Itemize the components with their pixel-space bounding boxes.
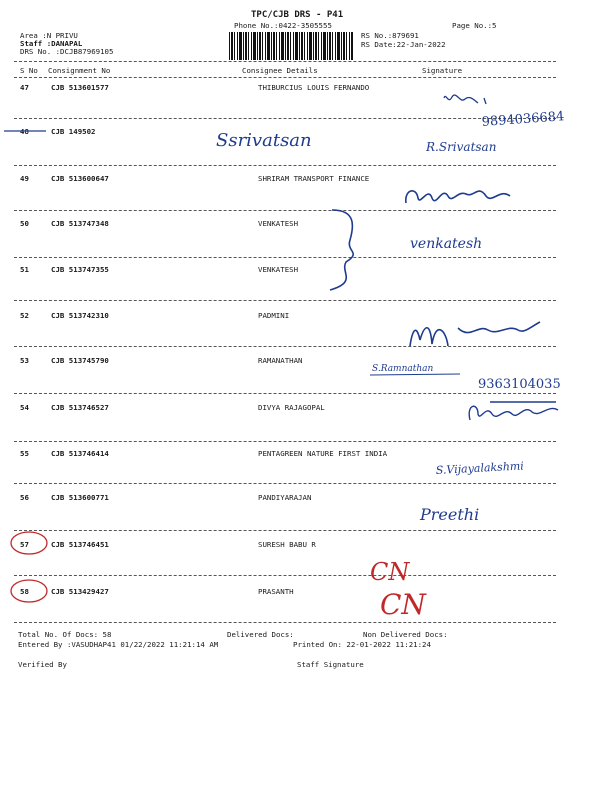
rs-date: RS Date:22-Jan-2022 [361, 40, 446, 49]
row-consignee: PADMINI [258, 311, 290, 320]
handwritten-name-6: Preethi [420, 505, 480, 524]
handwritten-phone-2: 9363104035 [478, 377, 561, 392]
row-consignment: CJB 513747348 [51, 219, 109, 228]
row-sno: 58 [20, 587, 29, 596]
signature-scribble-54 [469, 402, 558, 420]
signature-scribble-49 [406, 191, 510, 203]
handwritten-name-3: venkatesh [410, 236, 483, 252]
col-consignee: Consignee Details [242, 66, 318, 75]
col-consignment: Consignment No [48, 66, 111, 75]
row-consignment: CJB 513746451 [51, 540, 109, 549]
area-label: Area :N PRIVU [20, 31, 78, 40]
page-number: Page No.:5 [452, 21, 497, 30]
handwritten-phone-1: 9894036684 [481, 109, 565, 130]
row-sno: 53 [20, 356, 29, 365]
handwritten-name-5: S.Vijayalakshmi [435, 459, 525, 477]
delivered-docs: Delivered Docs: [227, 630, 294, 639]
row-consignee: PRASANTH [258, 587, 294, 596]
bracket [330, 210, 353, 290]
row-sno: 57 [20, 540, 29, 549]
row-consignment: CJB 513429427 [51, 587, 109, 596]
document-title: TPC/CJB DRS - P41 [251, 10, 344, 20]
entered-by: Entered By :VASUDHAP41 01/22/2022 11:21:14 AM [18, 640, 219, 649]
row-consignee: SURESH BABU R [258, 540, 316, 549]
handwritten-name-1: Ssrivatsan [216, 130, 312, 151]
printed-on: Printed On: 22-01-2022 11:21:24 [293, 640, 431, 649]
verified-by: Verified By [18, 660, 67, 669]
row-consignment: CJB 513600647 [51, 174, 109, 183]
row-consignee: PANDIYARAJAN [258, 493, 312, 502]
staff-signature: Staff Signature [297, 660, 364, 669]
row-sno: 54 [20, 403, 29, 412]
col-sno: S No [20, 66, 38, 75]
row-consignment: CJB 513747355 [51, 265, 109, 274]
row-sno: 56 [20, 493, 29, 502]
rs-number: RS No.:879691 [361, 31, 419, 40]
drs-number: DRS No. :DCJB87969105 [20, 47, 114, 56]
phone-number: Phone No.:0422-3505555 [234, 21, 332, 30]
row-consignee: VENKATESH [258, 265, 299, 274]
signature-scribble-47 [444, 95, 486, 104]
row-consignee: VENKATESH [258, 219, 299, 228]
red-circle-58 [11, 580, 47, 602]
row-consignee: RAMANATHAN [258, 356, 303, 365]
handwritten-name-4: S.Ramnathan [372, 364, 434, 374]
row-sno: 51 [20, 265, 29, 274]
row-consignment: CJB 513746527 [51, 403, 109, 412]
row-consignment: CJB 149502 [51, 127, 96, 136]
row-sno: 55 [20, 449, 29, 458]
row-consignee: PENTAGREEN NATURE FIRST INDIA [258, 449, 388, 458]
total-docs: Total No. Of Docs: 58 [18, 630, 112, 639]
handwritten-cn-1: CN [370, 558, 410, 586]
row-consignee: DIVYA RAJAGOPAL [258, 403, 325, 412]
row-consignment: CJB 513601577 [51, 83, 109, 92]
non-delivered-docs: Non Delivered Docs: [363, 630, 448, 639]
handwritten-name-2: R.Srivatsan [426, 140, 497, 154]
row-consignment: CJB 513746414 [51, 449, 109, 458]
row-sno: 50 [20, 219, 29, 228]
row-sno: 48 [20, 127, 29, 136]
signature-scribble-52 [410, 322, 540, 346]
handwritten-cn-2: CN [380, 588, 426, 621]
underline-53 [370, 374, 460, 375]
staff-label: Staff :DANAPAL [20, 39, 83, 48]
red-circle-57 [11, 532, 47, 554]
row-consignment: CJB 513742310 [51, 311, 109, 320]
row-consignment: CJB 513600771 [51, 493, 109, 502]
row-consignee: THIBURCIUS LOUIS FERNANDO [258, 83, 370, 92]
col-signature: Signature [422, 66, 463, 75]
row-consignment: CJB 513745790 [51, 356, 109, 365]
row-sno: 52 [20, 311, 29, 320]
row-consignee: SHRIRAM TRANSPORT FINANCE [258, 174, 370, 183]
row-sno: 49 [20, 174, 29, 183]
row-sno: 47 [20, 83, 29, 92]
